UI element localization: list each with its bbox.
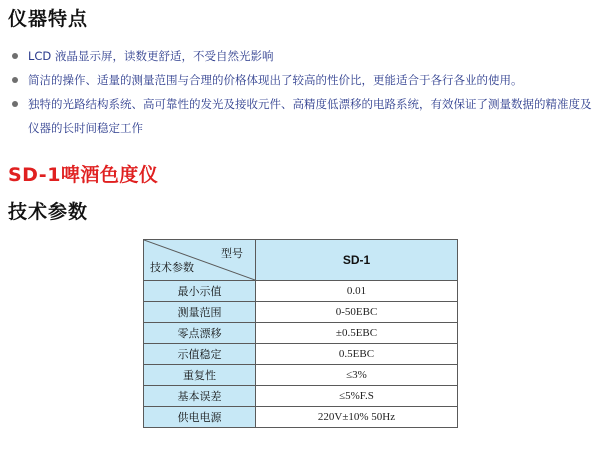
feature-text: LCD 液晶显示屏，读数更舒适，不受自然光影响 bbox=[28, 49, 274, 63]
table-row bbox=[144, 344, 458, 365]
row-value: ≤5%F.S bbox=[256, 386, 458, 407]
bullet-icon bbox=[12, 77, 18, 83]
product-title: SD-1啤酒色度仪 bbox=[8, 164, 159, 186]
table-header-row bbox=[144, 240, 458, 281]
table-row bbox=[144, 323, 458, 344]
table-row bbox=[144, 281, 458, 302]
row-value: 220V±10% 50Hz bbox=[256, 407, 458, 428]
header-product: SD-1 bbox=[256, 240, 458, 281]
bullet-icon bbox=[12, 53, 18, 59]
row-value: 0-50EBC bbox=[256, 302, 458, 323]
table-row bbox=[144, 407, 458, 428]
row-value: ≤3% bbox=[256, 365, 458, 386]
row-label: 最小示值 bbox=[144, 281, 256, 302]
row-label: 零点漂移 bbox=[144, 323, 256, 344]
row-value: 0.5EBC bbox=[256, 344, 458, 365]
row-label: 测量范围 bbox=[144, 302, 256, 323]
row-label: 重复性 bbox=[144, 365, 256, 386]
feature-item bbox=[10, 68, 595, 92]
header-param-label: 技术参数 bbox=[150, 261, 194, 274]
bullet-icon bbox=[12, 101, 18, 107]
row-label: 示值稳定 bbox=[144, 344, 256, 365]
table-row bbox=[144, 365, 458, 386]
feature-item bbox=[10, 92, 595, 140]
row-label: 基本误差 bbox=[144, 386, 256, 407]
feature-text: 简洁的操作、适量的测量范围与合理的价格体现出了较高的性价比，更能适合于各行各业的使用。 bbox=[28, 73, 523, 87]
params-heading: 技术参数 bbox=[8, 201, 89, 223]
feature-list bbox=[10, 44, 595, 140]
row-label: 供电电源 bbox=[144, 407, 256, 428]
row-value: ±0.5EBC bbox=[256, 323, 458, 344]
table-row bbox=[144, 386, 458, 407]
feature-text: 独特的光路结构系统、高可靠性的发光及接收元件、高精度低漂移的电路系统，有效保证了测量数据的精准度及仪器的长时间稳定工作 bbox=[28, 97, 592, 135]
features-heading: 仪器特点 bbox=[8, 8, 89, 30]
table-row bbox=[144, 302, 458, 323]
table-corner-header bbox=[144, 240, 256, 281]
feature-item bbox=[10, 44, 595, 68]
spec-table bbox=[143, 239, 458, 428]
row-value: 0.01 bbox=[256, 281, 458, 302]
header-model-label: 型号 bbox=[221, 247, 243, 260]
